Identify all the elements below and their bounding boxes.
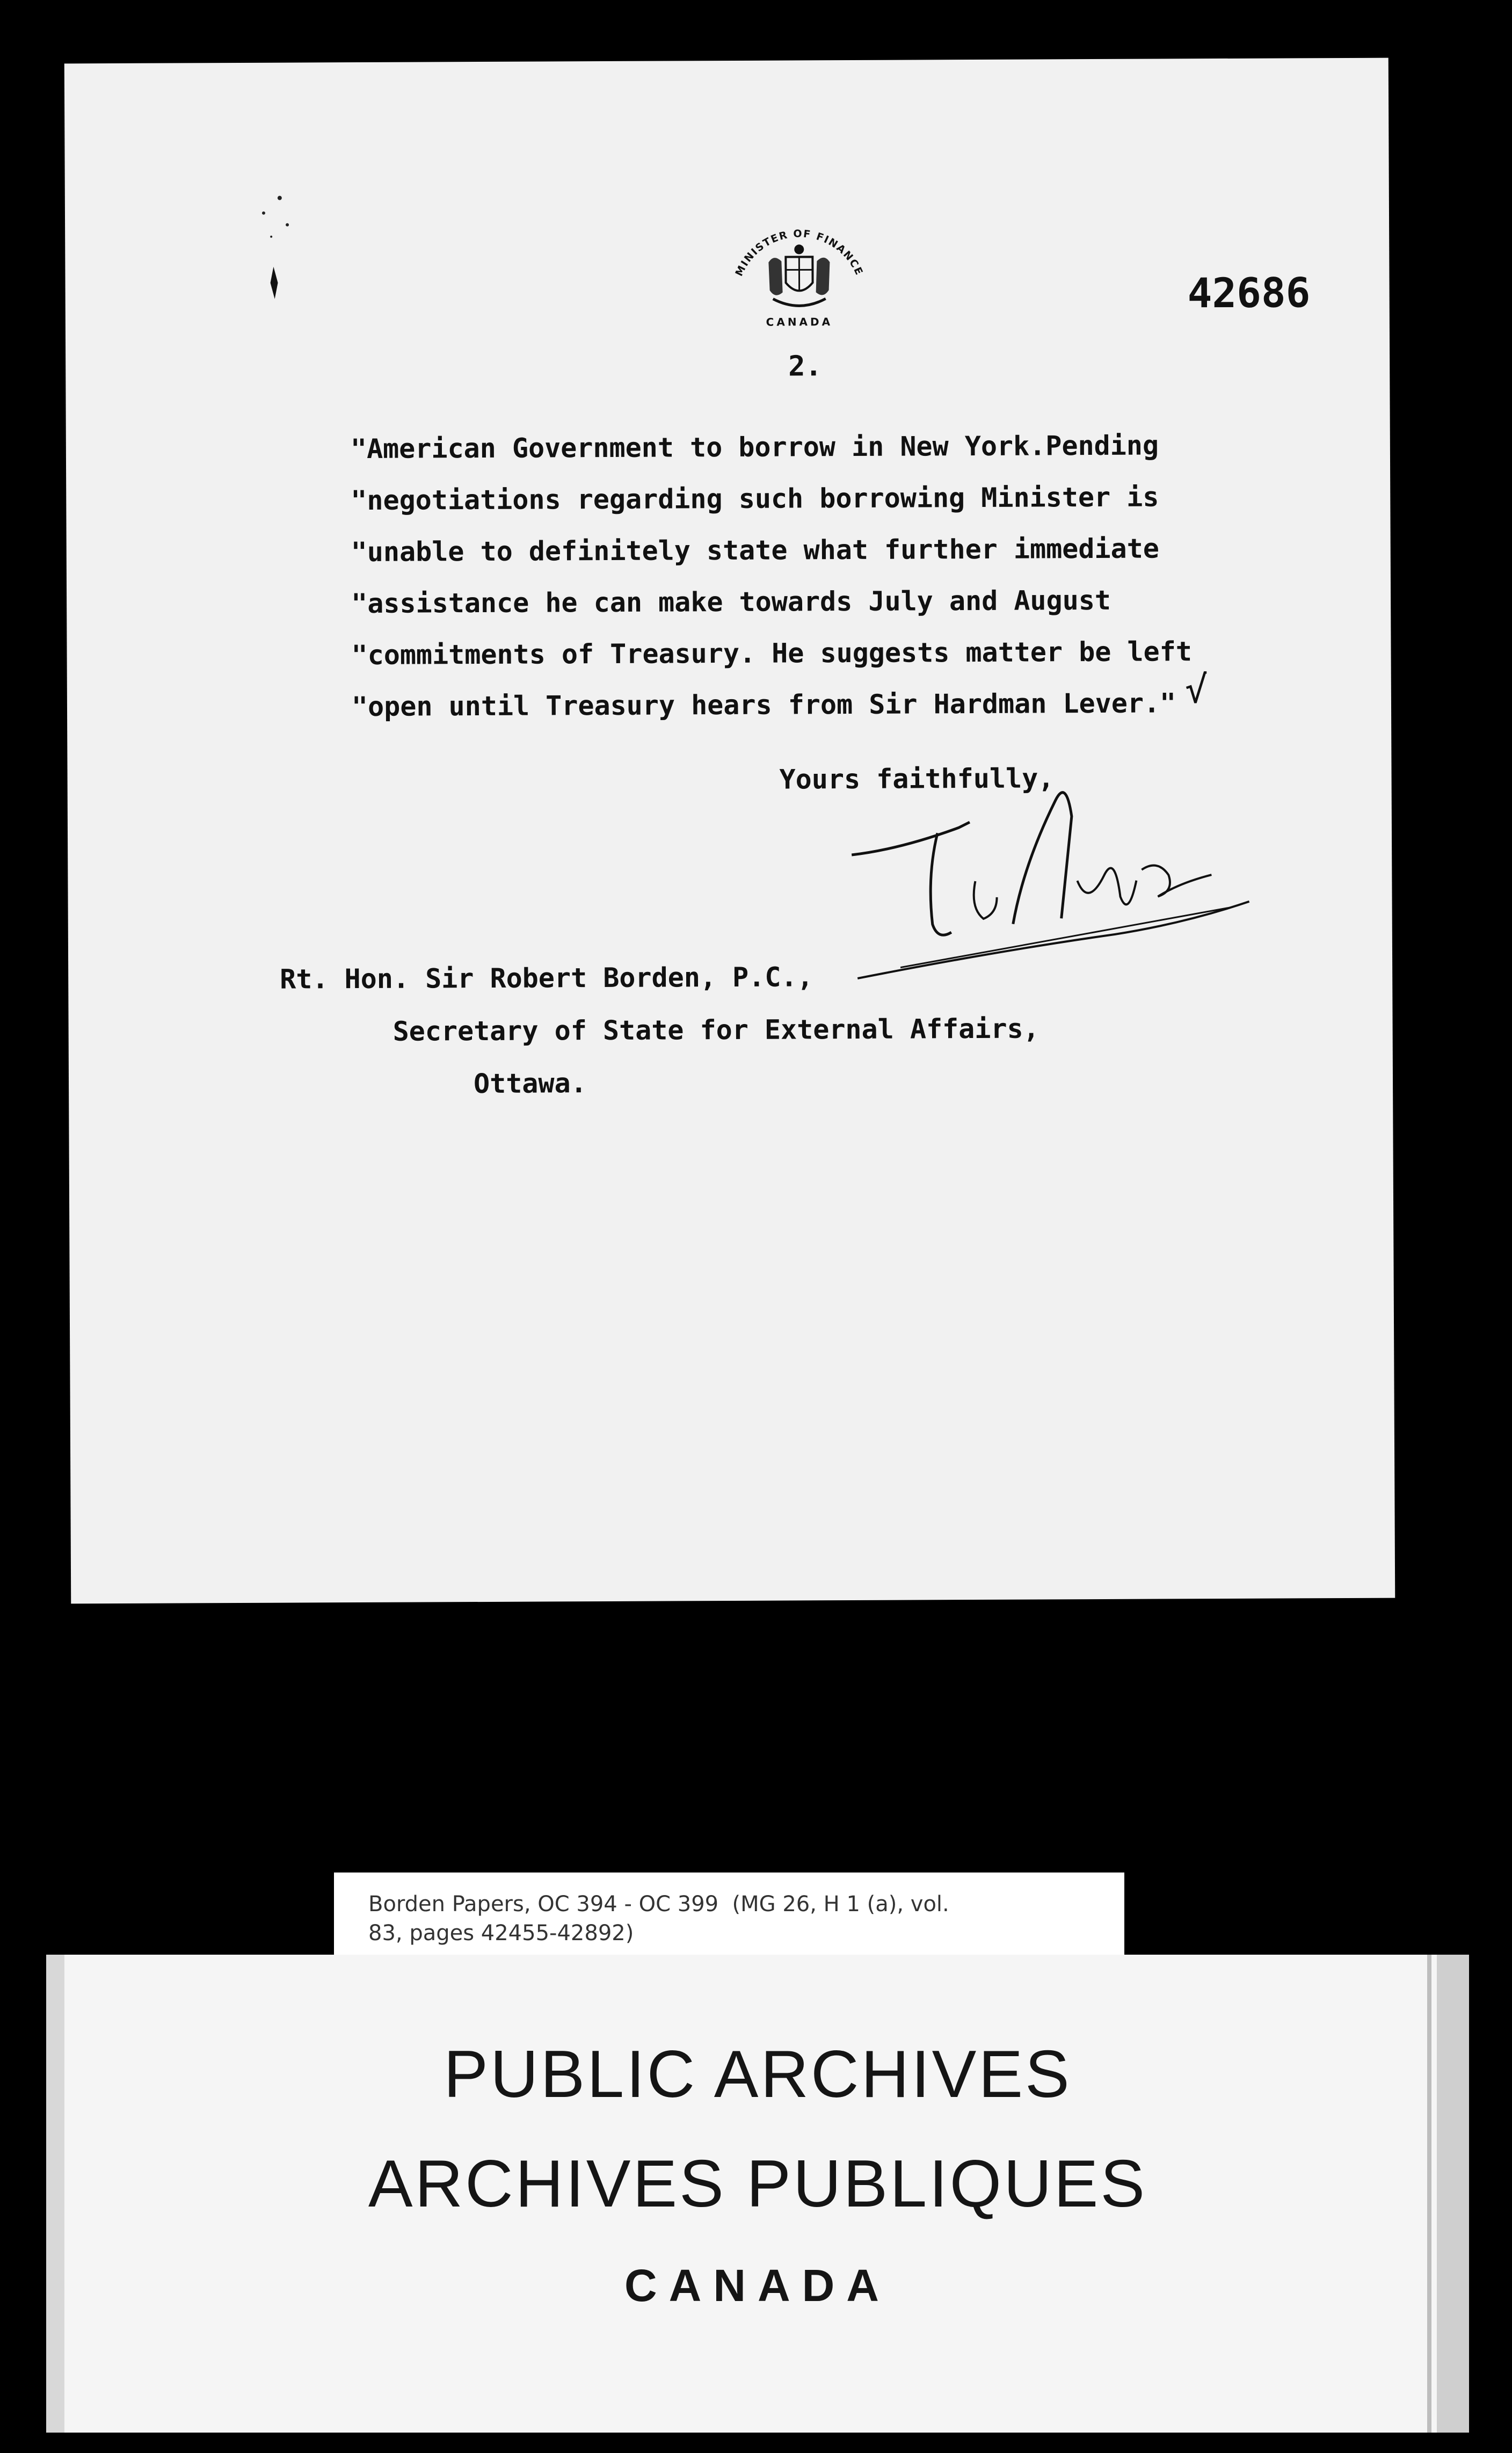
- document-number: 42686: [1187, 268, 1311, 317]
- check-mark: √: [1184, 667, 1208, 712]
- crest-country: CANADA: [766, 315, 833, 329]
- addressee-title: Secretary of State for External Affairs,: [392, 1013, 1040, 1047]
- archives-country: CANADA: [624, 2260, 891, 2311]
- handwritten-signature: [835, 746, 1266, 1000]
- body-line: "unable to definitely state what further immediate: [351, 533, 1159, 568]
- archives-card: [46, 1955, 1469, 2433]
- dust-specks: [248, 191, 312, 321]
- addressee-name: Rt. Hon. Sir Robert Borden, P.C.,: [280, 961, 813, 995]
- reference-line-1: Borden Papers, OC 394 - OC 399 (MG 26, H 1 (a), vol.: [368, 1892, 949, 1917]
- body-line: "open until Treasury hears from Sir Hardman Lever.": [351, 687, 1176, 723]
- page-number: 2.: [788, 350, 822, 383]
- addressee-city: Ottawa.: [473, 1068, 587, 1100]
- letter-body: [351, 419, 1318, 732]
- letter-page: [64, 58, 1395, 1604]
- archives-title-french: ARCHIVES PUBLIQUES: [368, 2147, 1147, 2221]
- body-line: "assistance he can make towards July and August: [351, 584, 1111, 620]
- body-line: "negotiations regarding such borrowing Minister is: [351, 481, 1159, 517]
- crest-arc-text: MINISTER OF FINANCE: [733, 228, 866, 278]
- body-line: "commitments of Treasury. He suggests matter be left: [351, 636, 1193, 671]
- reference-label: [334, 1873, 1124, 1957]
- coat-of-arms-seal-icon: [721, 218, 877, 364]
- body-line: "American Government to borrow in New York.Pending: [350, 430, 1159, 465]
- reference-line-2: 83, pages 42455-42892): [368, 1921, 634, 1946]
- closing-salutation: Yours faithfully,: [779, 763, 1055, 795]
- archives-title-english: PUBLIC ARCHIVES: [444, 2037, 1072, 2111]
